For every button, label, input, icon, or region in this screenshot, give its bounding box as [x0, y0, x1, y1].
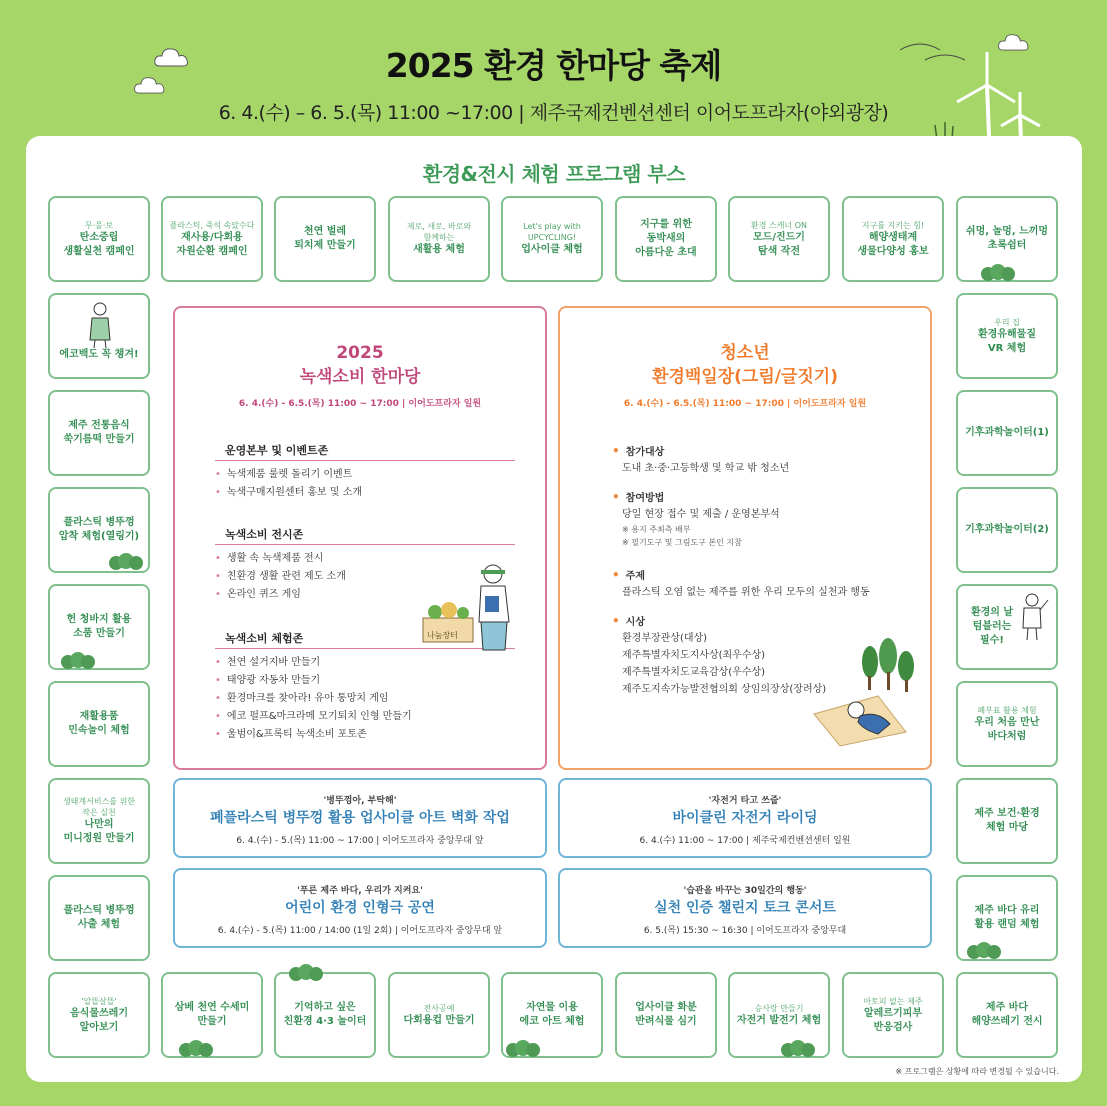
booth-title: 재사용/다회용 자원순환 캠페인: [176, 231, 248, 257]
person-illustration-icon: [1012, 590, 1052, 642]
green-consumption-card: [173, 306, 547, 770]
booth-card[interactable]: [48, 196, 150, 282]
event-date: 6. 4.(수) 11:00 ~ 17:00 | 제주국제컨벤션센터 일원: [639, 836, 851, 846]
list-item: • 에코 펄프&마크라메 모기퇴치 인형 만들기: [215, 708, 412, 726]
booth-card[interactable]: [48, 972, 150, 1058]
booth-subtitle: 무·몰·보: [84, 220, 114, 230]
booth-title: 제주 바다 유리 활용 랜덤 체험: [974, 905, 1040, 930]
contest-info-item: [612, 490, 780, 549]
booth-card[interactable]: [956, 681, 1058, 767]
trees-icon: [780, 1040, 816, 1060]
booth-card[interactable]: [48, 778, 150, 864]
booth-title: 음식물쓰레기 알아보기: [70, 1007, 128, 1033]
booth-title: 제주 바다 해양쓰레기 전시: [971, 1002, 1043, 1027]
info-body: 플라스틱 오염 없는 제주를 위한 우리 모두의 실천과 행동: [622, 587, 870, 598]
section-title: 녹색소비 전시존: [225, 528, 304, 541]
booth-title: 천연 벌레 퇴치제 만들기: [294, 226, 356, 251]
list-item: • 온라인 퀴즈 게임: [215, 586, 346, 604]
event-title: 실천 인증 챌린지 토크 콘서트: [654, 900, 836, 916]
contest-info-item: [612, 444, 789, 477]
booth-title: 우리 처음 만난 바다처럼: [974, 716, 1040, 742]
booth-card[interactable]: [956, 778, 1058, 864]
booth-title: 헌 청바지 활용 소품 만들기: [66, 614, 132, 639]
booth-title: 플라스틱 병뚜껑 압착 체험(열링기): [58, 517, 140, 542]
youth-contest-title-line2: 환경백일장(그림/글짓기): [652, 367, 838, 387]
booth-subtitle: 플라스틱, 죽석 속았수다: [169, 220, 255, 230]
booth-subtitle: 승사랑 만들기: [754, 1003, 804, 1013]
sign-label: 나눔장터: [427, 631, 458, 640]
section-title: 녹색소비 체험존: [225, 632, 304, 645]
info-note: ※ 용지 주최측 배부 ※ 필기도구 및 그림도구 본인 지참: [622, 525, 742, 547]
green-consumption-title: 녹색소비 한마당: [299, 367, 421, 387]
booth-card[interactable]: [615, 972, 717, 1058]
footnote: ※ 프로그램은 상황에 따라 변경될 수 있습니다.: [895, 1067, 1059, 1076]
booth-card[interactable]: [842, 972, 944, 1058]
trees-icon: [178, 1040, 214, 1060]
event-title: 폐플라스틱 병뚜껑 활용 업사이클 아트 벽화 작업: [210, 810, 510, 826]
booth-title: 플라스틱 병뚜껑 사출 체험: [63, 905, 135, 930]
booth-title: 해양생태계 생물다양성 홍보: [857, 231, 929, 257]
event-card[interactable]: [558, 778, 932, 858]
section-divider: [215, 460, 515, 461]
booth-title: 자전거 발전기 체험: [736, 1014, 822, 1026]
section-items: [215, 550, 346, 604]
page-title: 2025 환경 한마당 축제: [385, 46, 722, 85]
booth-card[interactable]: [48, 390, 150, 476]
list-item: • 녹색제품 룰렛 돌리기 이벤트: [215, 466, 362, 484]
trees-icon: [108, 553, 144, 573]
booth-title: 모드/진드기 탐색 작전: [753, 231, 805, 257]
booth-title: 환경의 날 텀블러는 필수!: [970, 607, 1014, 646]
event-card[interactable]: [173, 868, 547, 948]
section-items: [215, 654, 412, 744]
booth-subtitle: 지구를 지키는 힘!: [861, 220, 925, 230]
booth-subtitle: 제로, 새로, 바로와 함께하는: [406, 222, 472, 242]
booth-card[interactable]: [728, 196, 830, 282]
booth-title: 탄소중립 생활실천 캠페인: [63, 231, 135, 257]
event-card[interactable]: [558, 868, 932, 948]
booth-card[interactable]: [956, 972, 1058, 1058]
section-items: [215, 466, 362, 502]
booth-title: 지구를 위한 동박새의 아름다운 초대: [635, 219, 697, 258]
info-heading: • 참가대상: [612, 444, 789, 460]
event-date: 6. 5.(목) 15:30 ~ 16:30 | 이어도프라자 중앙무대: [643, 926, 847, 936]
booth-title: 업사이클 화분 반려식물 심기: [635, 1002, 697, 1027]
booth-card[interactable]: [48, 875, 150, 961]
list-item: • 친환경 생활 관련 제도 소개: [215, 568, 346, 586]
booth-card[interactable]: [274, 196, 376, 282]
info-heading: • 시상: [612, 614, 826, 630]
booth-title: 기억하고 싶은 친환경 4·3 놀이터: [283, 1002, 367, 1027]
event-date-location: 6. 4.(수) – 6. 5.(목) 11:00 ~17:00 | 제주국제컨벤션센터 이어도프라자(야외광장): [218, 102, 889, 124]
booth-title: 삼베 천연 수세미 만들기: [174, 1002, 250, 1027]
booth-card[interactable]: [274, 972, 376, 1058]
contest-info-item: [612, 568, 870, 601]
section-divider: [215, 544, 515, 545]
booth-title: 제주 보건·환경 체험 마당: [974, 808, 1040, 833]
contest-info-item: [612, 614, 826, 698]
event-title: 바이클린 자전거 라이딩: [672, 810, 818, 826]
booth-subtitle: '알뜰살뜰': [81, 996, 117, 1006]
event-title: 어린이 환경 인형극 공연: [285, 900, 435, 916]
booth-card[interactable]: [48, 681, 150, 767]
booth-title: 나만의 미니정원 만들기: [63, 819, 135, 844]
info-body: 당일 현장 접수 및 제출 / 운영본부석: [622, 509, 780, 520]
booth-subtitle: 전사공예: [423, 1003, 455, 1013]
person-illustration-icon: [82, 300, 118, 350]
booth-subtitle: Let's play with UPCYCLING!: [523, 222, 581, 242]
booth-subtitle: 환경 스캐너 ON: [750, 220, 807, 230]
trees-icon: [60, 652, 96, 672]
list-item: • 생활 속 녹색제품 전시: [215, 550, 346, 568]
booth-title: 새활용 체험: [413, 244, 465, 255]
list-item: • 녹색구매지원센터 홍보 및 소개: [215, 484, 362, 502]
event-date: 6. 4.(수) - 5.(목) 11:00 / 14:00 (1일 2회) | 이어도프라자 중앙무대 앞: [217, 926, 503, 936]
booth-card[interactable]: [388, 972, 490, 1058]
event-quote: '푸른 제주 바다, 우리가 지켜요': [297, 886, 423, 896]
booth-card[interactable]: [956, 390, 1058, 476]
booth-title: 환경유해물질 VR 체험: [978, 328, 1036, 354]
list-item: • 울범이&프록티 녹색소비 포토존: [215, 726, 412, 744]
booth-subtitle: 아토피 없는 제주: [863, 996, 923, 1006]
booth-title: 기후과학놀이터(1): [965, 427, 1049, 438]
event-date: 6. 4.(수) - 5.(목) 11:00 ~ 17:00 | 이어도프라자 중앙무대 앞: [236, 836, 484, 846]
trees-icon: [966, 942, 1002, 962]
info-heading: • 참여방법: [612, 490, 780, 506]
booth-title: 쉬멍, 놀멍, 느끼멍 초록쉼터: [965, 226, 1049, 251]
booth-title: 에코백도 꼭 챙겨!: [59, 349, 139, 360]
event-quote: '병뚜껑아, 부탁해': [323, 796, 397, 806]
panel-title: 환경&전시 체험 프로그램 부스: [422, 162, 686, 186]
booth-subtitle: 폐부표 활용 체험: [977, 705, 1037, 715]
list-item: • 환경마크를 찾아라! 유아 통망치 게임: [215, 690, 412, 708]
list-item: • 태양광 자동차 만들기: [215, 672, 412, 690]
booth-title: 제주 전통음식 쑥기름떡 만들기: [63, 420, 135, 445]
booth-card[interactable]: [956, 487, 1058, 573]
booth-card[interactable]: [388, 196, 490, 282]
booth-card[interactable]: [842, 196, 944, 282]
list-item: • 천연 설거지바 만들기: [215, 654, 412, 672]
youth-contest-title-line1: 청소년: [720, 343, 770, 363]
booth-title: 자연물 이용 에코 아트 체험: [519, 1002, 585, 1027]
booth-card[interactable]: [615, 196, 717, 282]
trees-icon: [980, 264, 1016, 284]
reading-child-illustration-icon: [808, 638, 924, 748]
booth-card[interactable]: [956, 293, 1058, 379]
booth-title: 업사이클 체험: [521, 244, 583, 255]
booth-subtitle: 생태계서비스를 위한 작은 실천: [62, 797, 136, 817]
booth-title: 재활용품 민속놀이 체험: [68, 711, 130, 736]
green-consumption-year: 2025: [336, 343, 384, 363]
booth-title: 다회용컵 만들기: [403, 1014, 475, 1026]
green-consumption-date: 6. 4.(수) - 6.5.(목) 11:00 ~ 17:00 | 이어도프라자 일원: [238, 399, 482, 409]
youth-contest-date: 6. 4.(수) - 6.5.(목) 11:00 ~ 17:00 | 이어도프라자 일원: [623, 399, 867, 409]
booth-subtitle: 우리 집: [994, 317, 1020, 327]
info-heading: • 주제: [612, 568, 870, 584]
event-quote: '습관을 바꾸는 30일간의 행동': [683, 886, 807, 896]
info-body: 도내 초·중·고등학생 및 학교 밖 청소년: [622, 463, 790, 474]
trees-icon: [288, 964, 324, 984]
booth-card[interactable]: [161, 196, 263, 282]
booth-title: 기후과학놀이터(2): [965, 524, 1049, 535]
youth-contest-card: [558, 306, 932, 770]
trees-icon: [505, 1040, 541, 1060]
event-card[interactable]: [173, 778, 547, 858]
section-title: 운영본부 및 이벤트존: [225, 444, 329, 457]
event-quote: '자전거 타고 쓰줍': [708, 796, 782, 806]
info-body: 환경부장관상(대상) 제주특별자치도지사상(최우수상) 제주특별자치도교육감상(우수상) 제주도지속가능발전협의회 상임의장상(장려상): [622, 633, 827, 695]
booth-card[interactable]: [501, 196, 603, 282]
booth-title: 알레르기피부 반응검사: [864, 1007, 922, 1033]
